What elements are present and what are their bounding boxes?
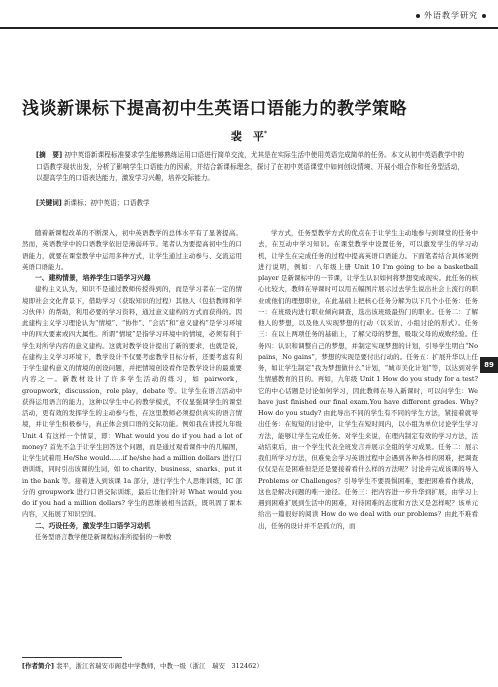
bullet-dot-icon xyxy=(482,14,486,18)
author-name: 裴 平 xyxy=(230,130,264,143)
footnote-text: 裴平，浙江省瑞安市阁巷中学教师，中教一级（浙江 瑞安 312462） xyxy=(56,662,263,670)
author-footnote-mark: * xyxy=(263,130,268,138)
section-1-paragraph: 建构主义认为，知识不是通过教师传授得到的，而是学习者在一定的情境即社会文化背景下，借助学习（获取知识的过程）其他人（包括教师和学习伙伴）的帮助，利用必要的学习资料，通过意义建构的方式而获得的。因此建构主义学习理论认为“情境”、“协作”、“会话”和“意义建构”是学习环境中的四大要素或四大属性。所谓“情境”是指学习环境中的情境，必须有利于学生对所学内容的意义建构。这就对教学设计提出了新的要求，也就是说，在建构主义学习环境下，教学设计不仅要考虑教学目标分析，还要考虑有利于学生建构意义的情境的创设问题，并把情境创设看作是教学设计的最重要内容之一。新教材设计了许多学生活动的练习，如 pairwork，groupwork，discussion，role play，debate 等。让学生在语言活动中获得运用语言的能力，这种以学生中心的教学模式，不仅显强调学生的课堂活动，更有效的发挥学生的主动参与性，在这里教师必须提供真实的语言情境，并让学生积极参与，真正体会到口语的交际功能。例如我在讲授九年级 Unit 4 有这样一个情景，即：What would you do if you had a lot of money? 首先不急于让学生回答这个问题，而是通过观看课件中的几幅图，让学生试着用 He/She would……if he/she had a million dollars 进行口语训练，同时引出该课的生词，如 to charity、business、snarks、put it in the bank 等。接着进入到该课 1a 部分，进行学生个人思维训练，IC 部分的 groupwork 进行口语交际训练，最后让他们针对 What would you do if you had a million dollars? 学生的思维被相当活跃，既巩固了课本内容，又拓展了知识空间。 xyxy=(22,285,242,519)
bullet-dot-icon xyxy=(416,14,420,18)
footnote-label: [作者简介] xyxy=(22,662,54,670)
keywords-label: [关键词] xyxy=(36,199,62,207)
journal-section-name: 外语教学研究 xyxy=(424,11,478,20)
author-line xyxy=(0,128,498,144)
journal-section-header xyxy=(300,10,490,21)
keywords xyxy=(36,198,464,209)
keywords-text: 新课标；初中英语；口语教学 xyxy=(63,199,150,207)
abstract-label: [摘 要] xyxy=(36,151,63,159)
article-title: 浅谈新课标下提高初中生英语口语能力的教学策略 xyxy=(22,99,407,119)
intro-paragraph: 随着新课程改革的不断深入，初中英语教学的总体水平有了显著提高。然而，英语教学中的口语教学依旧是薄弱环节。笔者认为要提高初中生的口语能力，就要在课堂教学中运用多种方式，让学生通过主动参与、交流运用英语口语能力。 xyxy=(22,229,242,271)
author-footnote xyxy=(22,661,482,671)
right-column-paragraph: 学方式，任务型教学方式的优点在于让学生主动地参与到课堂的任务中去，在互动中学习知识。在课堂教学中设置任务，可以激发学生的学习动机，让学生在完成任务的过程中提高英语口语能力。下面笔者结合具体案例进行说明，例如：八年级上册 Unit 10 I'm going to be a basketball player 是新课标中的一节课，让学生认识如何将梦想变成现实。此任务的核心比较大，教师在导课时可以用五幅图片展示过去学生说出社会上流行的职业或他们的理想职业，在此基础上把核心任务分解为以下几个小任务：任务一：在班级内进行职业倾向调查，选出该班级最热门的职业。任务二：了解他人的梦想，以及他人实现梦想的行动（以采访、小组讨论的形式）。任务三：在以上两项任务的基础上，了解父母的梦想，吸取父母的成败经验。任务四：认识和调整自己的梦想，并制定实现梦想的计划，引导学生明白“No pains，No gains”，梦想的实现是要付出行动的。任务五：扩展升华以上任务，如让学生制定“我为梦想做什么”计划，“城市美化计划”等，以达到对学生情感教育的目的。再如，九年级 Unit 1 How do you study for a test? 它的中心话题是讨论如何学习，因此教师在导入新课时，可以问学生：We have just finished our final exam.You have different grades. Why? How do you study? 由此导出不同的学生有不同的学生方法，紧接着就导出任务：在短短的讨论中，让学生在短时间内，以小组为单位讨论学生学习方法，能够让学生完成任务。对学生来说，在理内制定有效的学习方法，活动结束后，由一个学生代表全班发言并展示全组的学习成果。任务二：展示我们所学习方法，但难免会学习英语过程中会遇到各种各样的困难，把调查仅仅是在是困难但是还是要接着看什么样的方法呢？讨论并完成该课的导入 Problems or Challenges？引导学生不要畏惧困难，要把困难看作挑战，这也是解决问题的唯一途径。任务三：把内容进一步升华到扩展，由学习上遇到困难扩展到生活中的困难，对待困难的态度和方法又是怎样呢？该单元给出一篇很好的阅读 How do we deal with our problems？由此不难看出，任务的设计并不是孤立的，而 xyxy=(258,229,478,530)
left-column xyxy=(22,228,242,543)
abstract-text: 初中英语新课程标准要求学生能够熟练运用口语进行简单交流，尤其是在实际生活中使用英语完成简单的任务。本文从初中英语教学中的口语教学现状出发，分析了影响学生口语能力的因素，并结合新课标理念，探讨了在初中英语课堂中如何创设情境、开展小组合作和任务型活动，以提高学生的口语表达能力，激发学习兴趣，培养交际能力。 xyxy=(36,151,464,182)
section-heading-1: 一、建构情景，培养学生口语学习兴趣 xyxy=(35,274,151,282)
section-2-paragraph: 任务型语言教学便是新课程标准所提倡的一种教 xyxy=(35,532,172,541)
page-number-tab: 89 xyxy=(480,357,498,373)
right-column xyxy=(258,228,478,532)
header-rule xyxy=(0,27,498,29)
section-heading-2: 二、巧设任务，激发学生口语学习动机 xyxy=(35,521,151,530)
footnote-rule xyxy=(22,657,122,658)
abstract xyxy=(36,150,464,185)
